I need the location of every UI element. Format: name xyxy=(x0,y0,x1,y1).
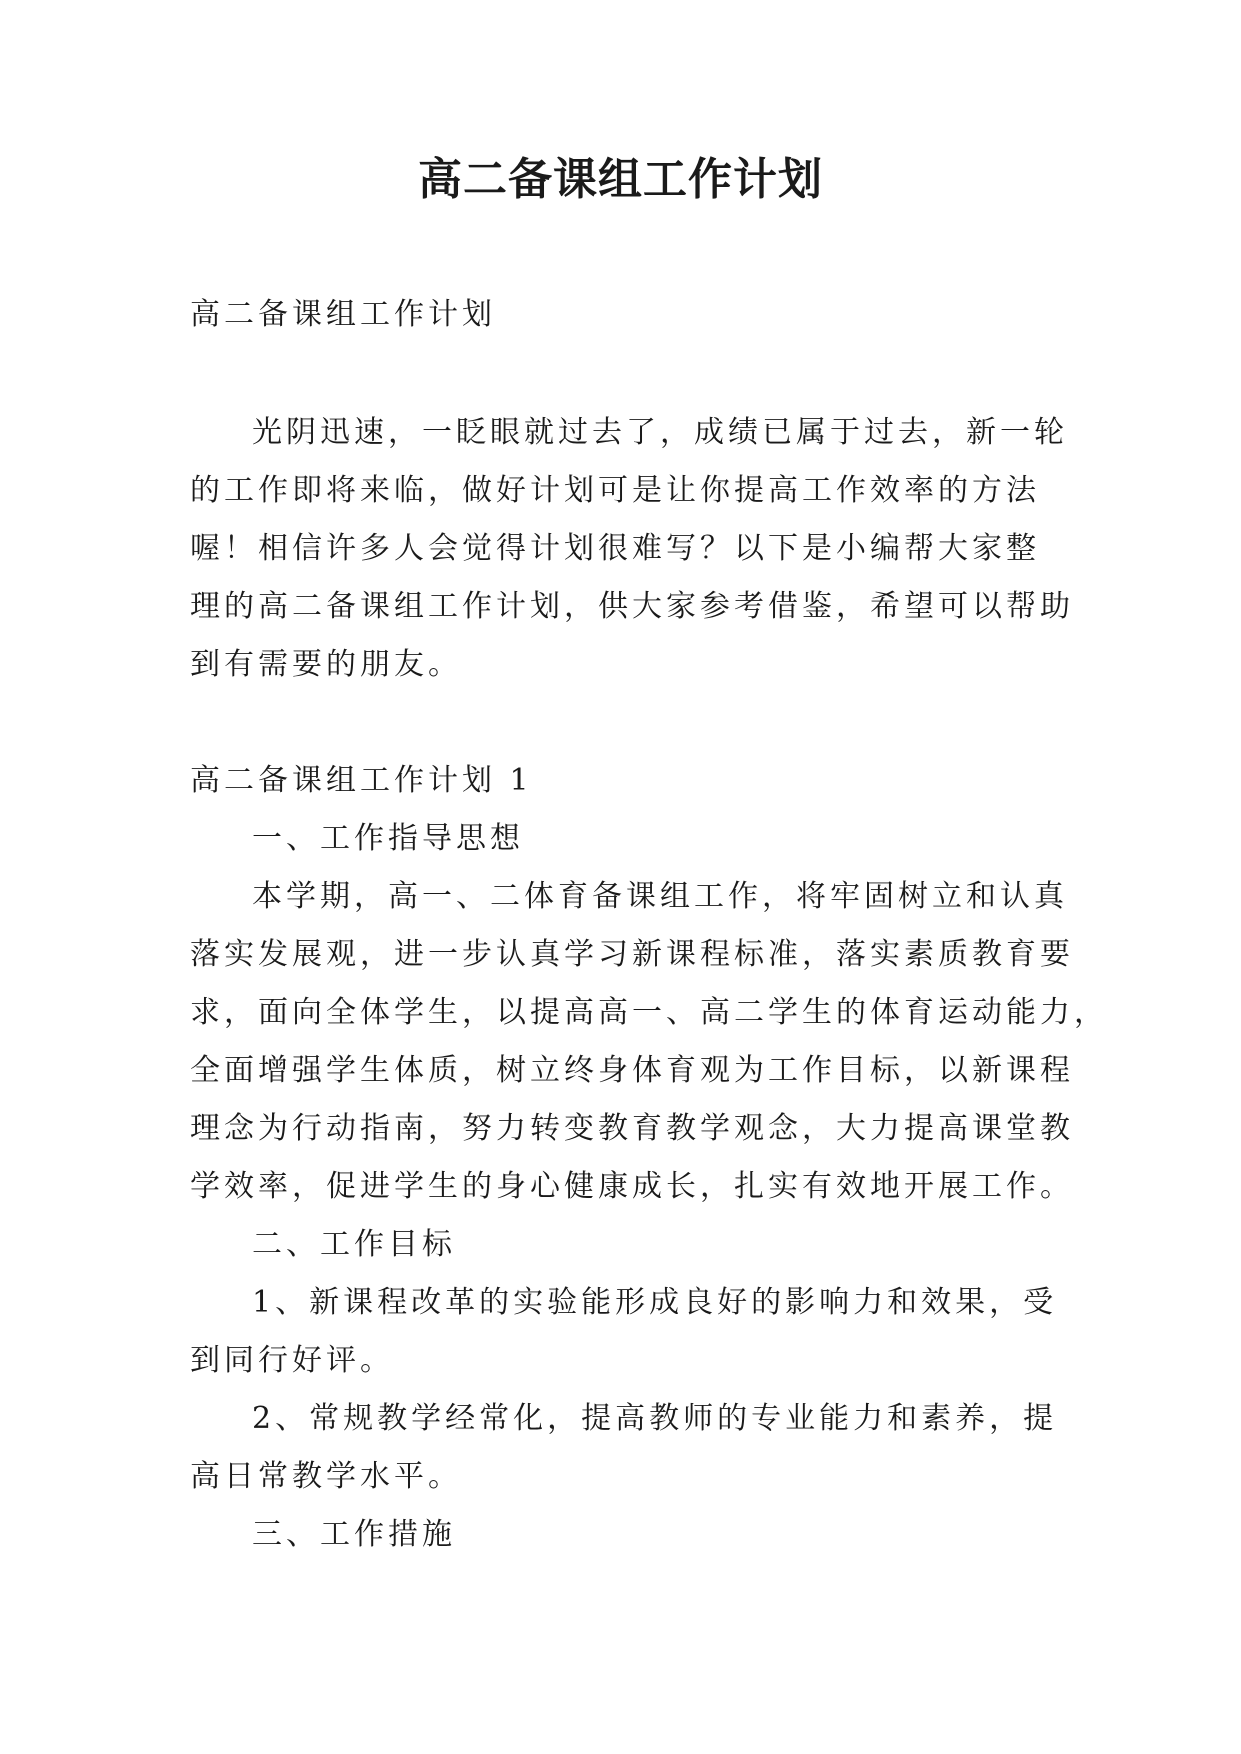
heading-work-goals: 二、工作目标 xyxy=(252,1227,456,1262)
intro-paragraph xyxy=(190,404,1074,694)
goal-line: 2、常规教学经常化，提高教师的专业能力和素养，提 xyxy=(252,1401,1058,1436)
subtitle-line: 高二备课组工作计划 xyxy=(190,297,496,332)
section-title xyxy=(190,752,1060,810)
goal-line: 到同行好评。 xyxy=(190,1343,394,1378)
paragraph-line: 全面增强学生体质，树立终身体育观为工作目标，以新课程 xyxy=(190,1053,1074,1088)
section-content xyxy=(190,810,1108,1564)
intro-line: 到有需要的朋友。 xyxy=(190,647,462,682)
paragraph-line: 求，面向全体学生，以提高高一、高二学生的体育运动能力， xyxy=(190,995,1108,1030)
heading-guiding-ideology: 一、工作指导思想 xyxy=(252,821,524,856)
section-title-line: 高二备课组工作计划 1 xyxy=(190,763,533,798)
paragraph-line: 落实发展观，进一步认真学习新课程标准，落实素质教育要 xyxy=(190,937,1074,972)
goal-line: 高日常教学水平。 xyxy=(190,1459,462,1494)
document-subtitle xyxy=(190,286,1060,344)
intro-line: 喔！相信许多人会觉得计划很难写？以下是小编帮大家整 xyxy=(190,531,1040,566)
goal-line: 1、新课程改革的实验能形成良好的影响力和效果，受 xyxy=(252,1285,1058,1320)
document-title: 高二备课组工作计划 xyxy=(418,154,823,205)
heading-work-measures: 三、工作措施 xyxy=(252,1517,456,1552)
intro-line: 光阴迅速，一眨眼就过去了，成绩已属于过去，新一轮 xyxy=(252,415,1068,450)
paragraph-line: 本学期，高一、二体育备课组工作，将牢固树立和认真 xyxy=(252,879,1068,914)
paragraph-line: 理念为行动指南，努力转变教育教学观念，大力提高课堂教 xyxy=(190,1111,1074,1146)
paragraph-line: 学效率，促进学生的身心健康成长，扎实有效地开展工作。 xyxy=(190,1169,1074,1204)
intro-line: 的工作即将来临，做好计划可是让你提高工作效率的方法 xyxy=(190,473,1040,508)
intro-line: 理的高二备课组工作计划，供大家参考借鉴，希望可以帮助 xyxy=(190,589,1074,624)
